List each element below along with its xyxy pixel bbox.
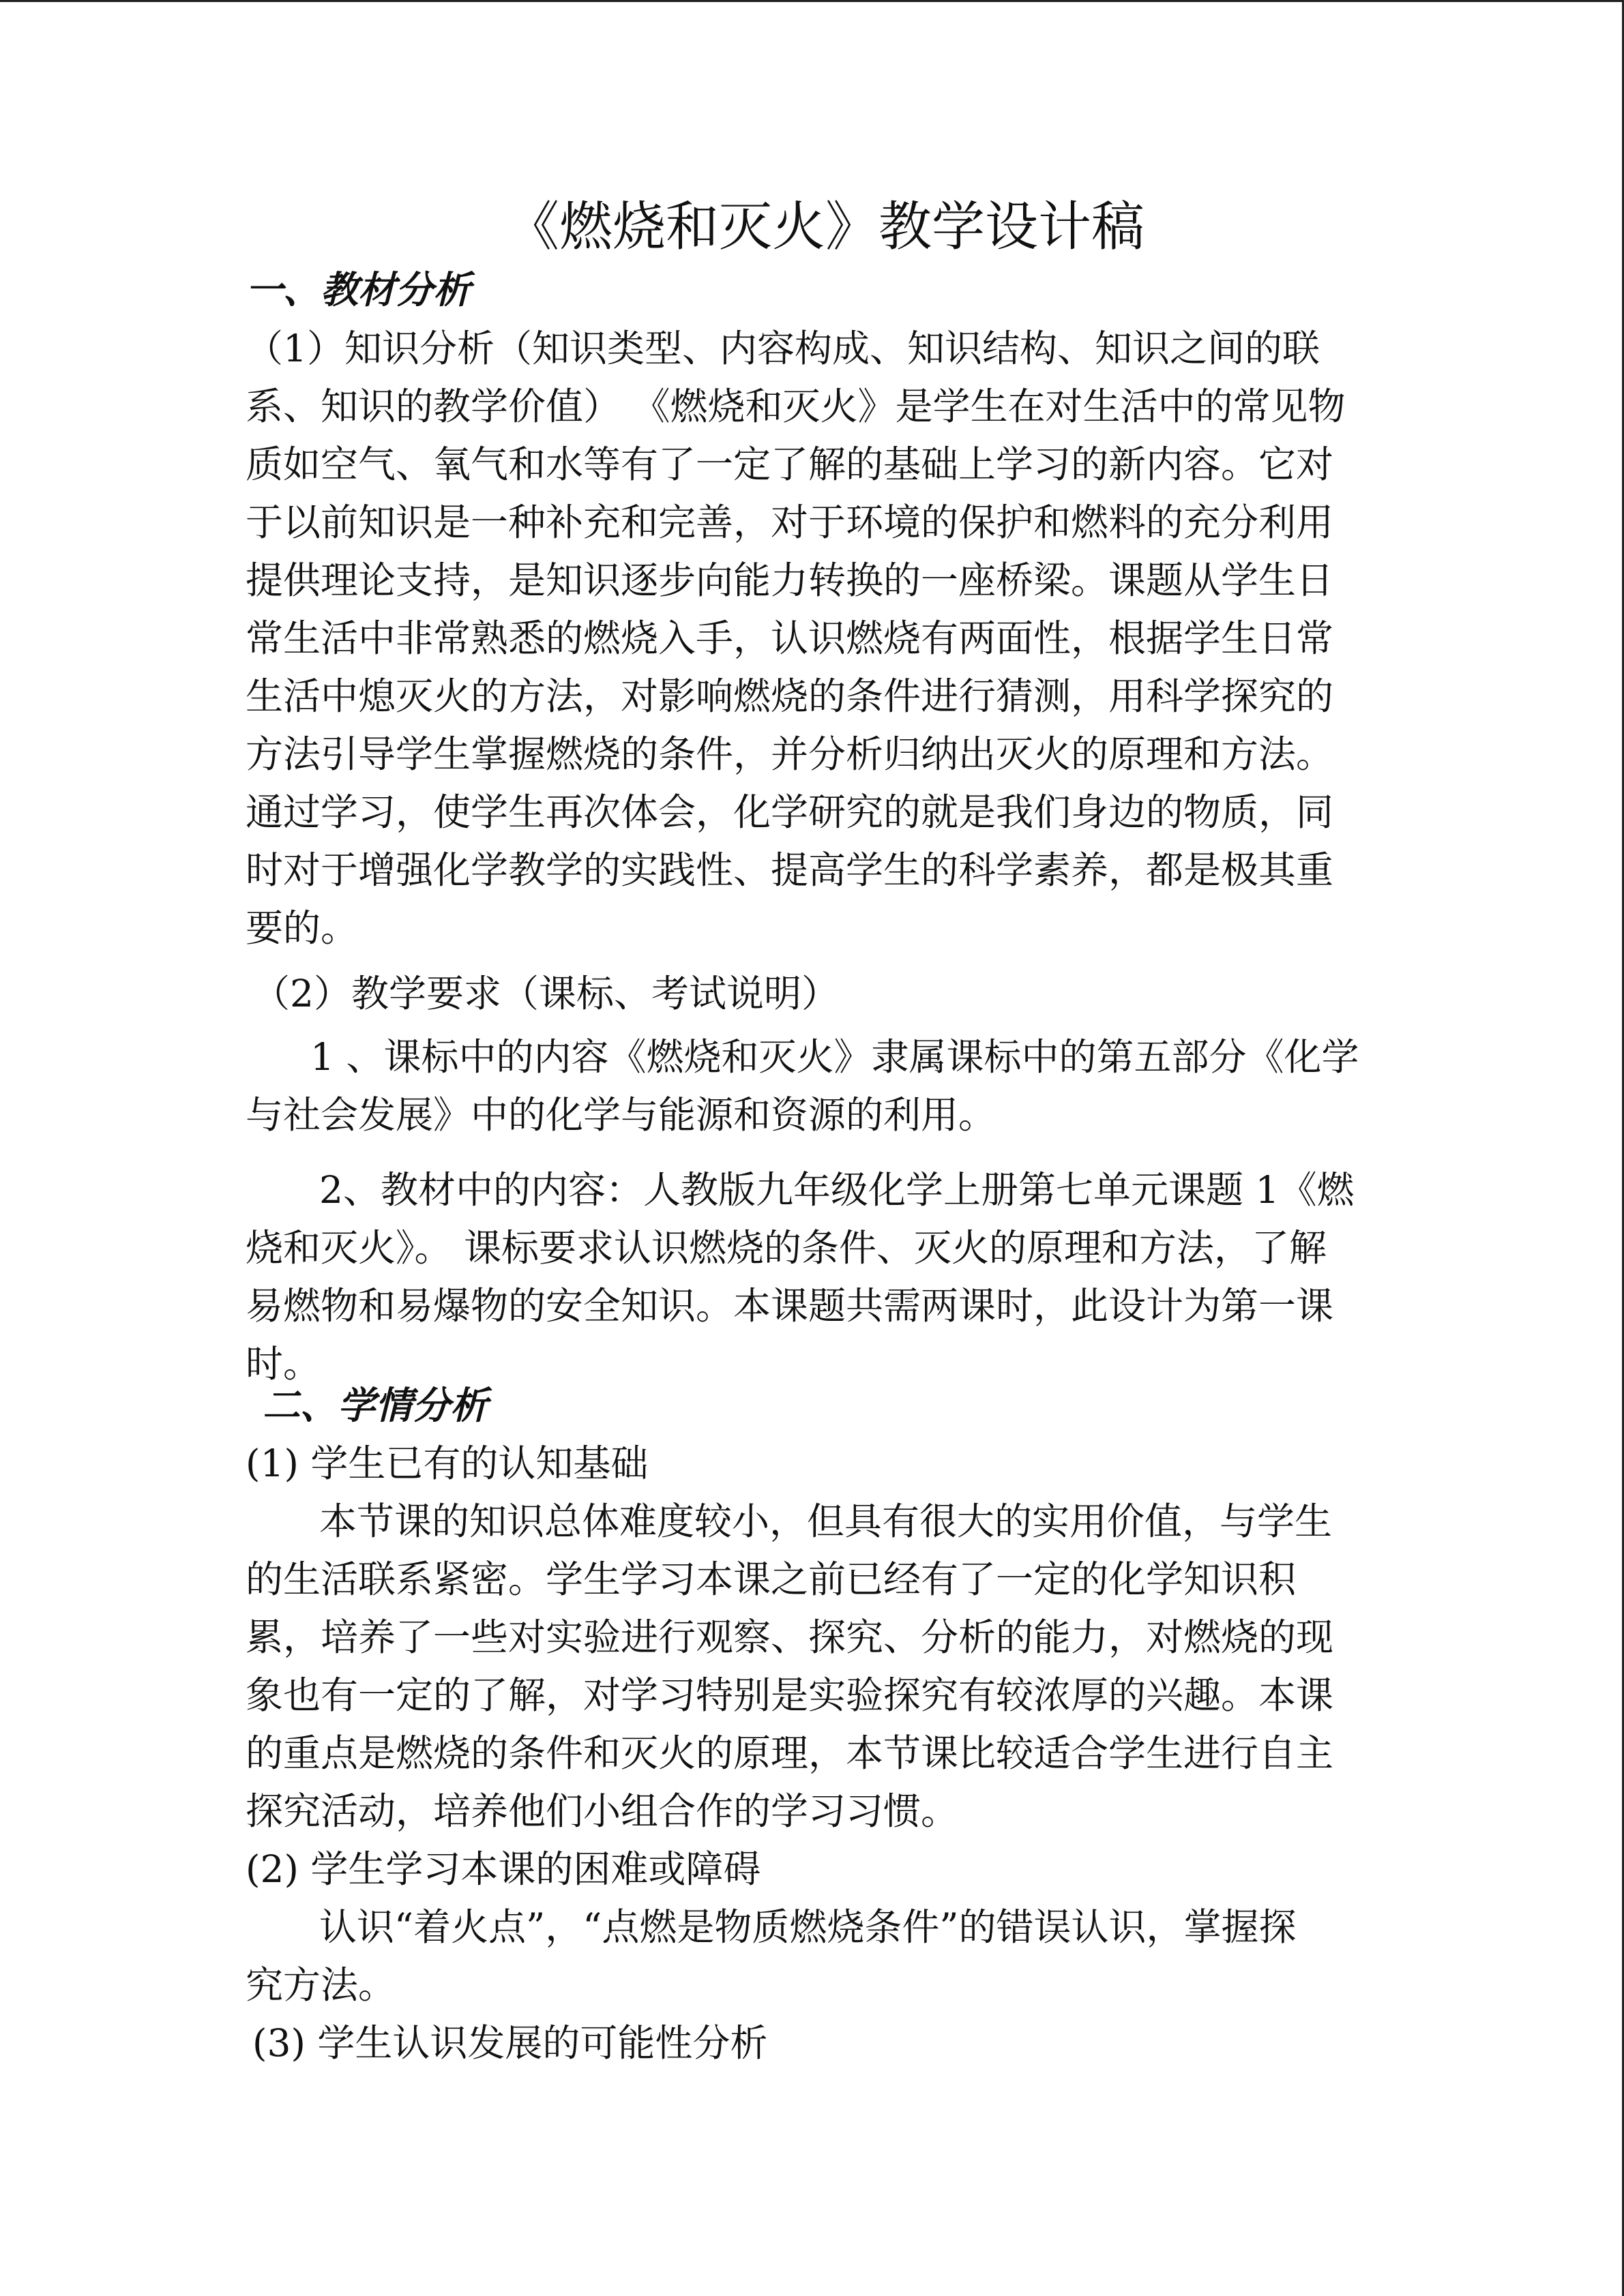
paragraph-line: 时对于增强化学教学的实践性、提高学生的科学素养，都是极其重 bbox=[246, 848, 1334, 892]
paragraph-line: 的重点是燃烧的条件和灭火的原理，本节课比较适合学生进行自主 bbox=[246, 1731, 1334, 1775]
subsection-heading: （2）教学要求（课标、考试说明） bbox=[252, 972, 839, 1015]
paragraph-line: 的生活联系紧密。学生学习本课之前已经有了一定的化学知识积 bbox=[246, 1557, 1297, 1601]
paragraph-line: 方法引导学生掌握燃烧的条件，并分析归纳出灭火的原理和方法。 bbox=[246, 732, 1334, 776]
paragraph-line: 通过学习，使学生再次体会，化学研究的就是我们身边的物质，同 bbox=[246, 790, 1334, 834]
paragraph-line: 易燃物和易爆物的安全知识。本课题共需两课时，此设计为第一课 bbox=[246, 1284, 1334, 1328]
subsection-heading: (2) 学生学习本课的困难或障碍 bbox=[246, 1847, 761, 1891]
paragraph-line: 与社会发展》中的化学与能源和资源的利用。 bbox=[246, 1093, 996, 1137]
paragraph-line: 要的。 bbox=[246, 906, 359, 950]
paragraph-line: 累，培养了一些对实验进行观察、探究、分析的能力，对燃烧的现 bbox=[246, 1615, 1334, 1659]
paragraph-line: 时。 bbox=[246, 1342, 321, 1386]
paragraph-line: 烧和灭火》。 课标要求认识燃烧的条件、灭火的原理和方法，了解 bbox=[246, 1226, 1327, 1270]
paragraph-line: （1）知识分析（知识类型、内容构成、知识结构、知识之间的联 bbox=[246, 327, 1320, 370]
paragraph-line: 2、教材中的内容：人教版九年级化学上册第七单元课题 1《燃 bbox=[319, 1168, 1355, 1212]
page-title: 《燃烧和灭火》教学设计稿 bbox=[505, 196, 1145, 258]
subsection-heading: (1) 学生已有的认知基础 bbox=[246, 1442, 649, 1485]
paragraph-line: 探究活动，培养他们小组合作的学习习惯。 bbox=[246, 1789, 959, 1833]
subsection-heading: (3) 学生认识发展的可能性分析 bbox=[252, 2021, 768, 2065]
section-heading-student-analysis: 二、学情分析 bbox=[263, 1383, 488, 1427]
paragraph-line: 质如空气、氧气和水等有了一定了解的基础上学习的新内容。它对 bbox=[246, 443, 1334, 486]
paragraph-line: 常生活中非常熟悉的燃烧入手，认识燃烧有两面性，根据学生日常 bbox=[246, 616, 1334, 660]
paragraph-line: 究方法。 bbox=[246, 1963, 396, 2007]
section-heading-textbook-analysis: 一、教材分析 bbox=[246, 267, 471, 312]
paragraph-line: 生活中熄灭火的方法，对影响燃烧的条件进行猜测，用科学探究的 bbox=[246, 674, 1334, 718]
paragraph-line: 系、知识的教学价值） 《燃烧和灭火》是学生在对生活中的常见物 bbox=[246, 385, 1346, 428]
paragraph-line: 本节课的知识总体难度较小，但具有很大的实用价值，与学生 bbox=[319, 1500, 1333, 1543]
paragraph-line: 认识“着火点”，“点燃是物质燃烧条件”的错误认识，掌握探 bbox=[319, 1905, 1297, 1949]
paragraph-line: 于以前知识是一种补充和完善，对于环境的保护和燃料的充分利用 bbox=[246, 501, 1334, 544]
paragraph-line: 提供理论支持，是知识逐步向能力转换的一座桥梁。课题从学生日 bbox=[246, 558, 1334, 602]
paragraph-line: 象也有一定的了解，对学习特别是实验探究有较浓厚的兴趣。本课 bbox=[246, 1673, 1334, 1717]
paragraph-line: 1 、课标中的内容《燃烧和灭火》隶属课标中的第五部分《化学 bbox=[310, 1035, 1359, 1079]
